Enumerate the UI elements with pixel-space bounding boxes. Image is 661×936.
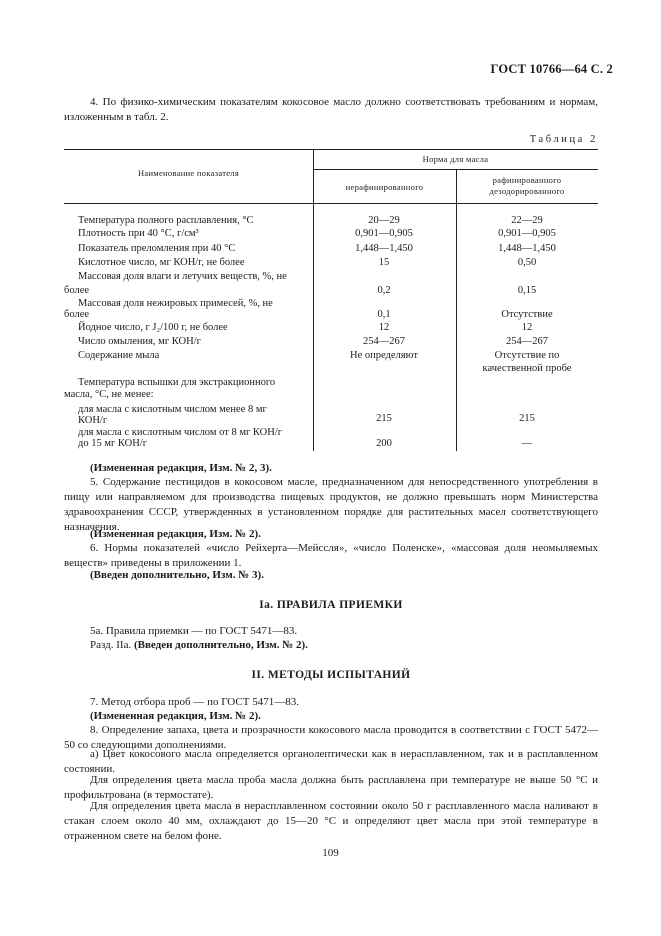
section-addition-note [64, 638, 598, 653]
table-head-norm: Норма для масла [422, 154, 489, 164]
table-row-name-line2: более [64, 309, 90, 320]
table-row-name: Кислотное число, мг КОН/г, не более [78, 257, 245, 268]
table-cell-unrefined: 254—267 [363, 336, 405, 347]
table-head-col2-line1: рафинированного [492, 175, 562, 185]
paragraph-5a: 5а. Правила приемки — по ГОСТ 5471—83. [90, 625, 298, 637]
table-row-name-line2: масла, °С, не менее: [64, 389, 154, 400]
table-cell-unrefined: 15 [378, 257, 390, 268]
table-row-name: Показатель преломления при 40 °С [78, 243, 236, 254]
table-cell-refined-line1: Отсутствие по [494, 350, 560, 361]
table-row-name-line2: до 15 мг КОН/г [78, 438, 148, 449]
table-cell-refined: 22—29 [511, 215, 543, 226]
table-cell-refined: — [521, 438, 533, 449]
paragraph-6: 6. Нормы показателей «число Рейхерта—Мейссля», «число Поленске», «массовая доля неомыляемых веществ» приведены в приложении 1. [64, 542, 598, 569]
edition-note: (Измененная редакция, Изм. № 2). [90, 528, 261, 540]
page-number: 109 [322, 847, 339, 859]
table-head-col2-line2: дезодорированного [489, 186, 565, 196]
section-title-methods: II. МЕТОДЫ ИСПЫТАНИЙ [251, 669, 411, 681]
table-row-name-line1: для масла с кислотным числом от 8 мг КОН/г [78, 427, 283, 438]
table-head-name: Наименование показателя [137, 168, 240, 178]
table-row-name-line1: для масла с кислотным числом менее 8 мг [78, 404, 267, 415]
table-cell-refined-line2: качественной пробе [482, 363, 572, 374]
addition-note: (Введен дополнительно, Изм. № 3). [90, 569, 264, 581]
table-top-rule [64, 149, 598, 150]
table-cell-unrefined: 12 [378, 322, 390, 333]
paragraph-7: 7. Метод отбора проб — по ГОСТ 5471—83. [90, 696, 299, 708]
table-caption: Таблица 2 [529, 134, 598, 145]
page-header: ГОСТ 10766—64 С. 2 [490, 62, 613, 76]
table-cell-refined: 215 [519, 413, 535, 424]
table-cell-unrefined: 20—29 [368, 215, 400, 226]
table-row-name: Плотность при 40 °С, г/см³ [78, 228, 199, 239]
table-divider-1 [313, 149, 314, 451]
table-row-name: Содержание мыла [78, 350, 160, 361]
table-cell-unrefined: Не определяют [350, 350, 418, 361]
table-cell-refined: Отсутствие [501, 309, 553, 320]
table-head-col1: нерафинированного [345, 182, 424, 192]
table-cell-unrefined: 0,2 [377, 285, 391, 296]
table-cell-refined: 0,50 [517, 257, 537, 268]
razd-bold-note: (Введен дополнительно, Изм. № 2). [133, 639, 308, 651]
table-row-name-line2: более [64, 285, 90, 296]
edition-note: (Измененная редакция, Изм. № 2). [90, 710, 261, 722]
table-cell-unrefined: 0,1 [377, 309, 391, 320]
table-row-name-line1: Массовая доля влаги и летучих веществ, %, не [78, 271, 287, 282]
table-cell-unrefined: 0,901—0,905 [355, 228, 413, 239]
table-cell-refined: 254—267 [506, 336, 548, 347]
table-head-bottom-rule [64, 203, 598, 204]
paragraph-4: 4. По физико-химическим показателям кокосовое масло должно соответствовать требованиям и нормам, изложенным в табл. 2. [64, 96, 598, 123]
table-cell-unrefined: 1,448—1,450 [355, 243, 413, 254]
table-cell-refined: 0,901—0,905 [498, 228, 556, 239]
paragraph-8-color-melt: Для определения цвета масла проба масла должна быть расплавлена при температуре не выше 50 °С и профильтрована (в термостате). [64, 774, 598, 801]
table-row-name-line1: Температура вспышки для экстракционного [78, 377, 276, 388]
table-row-name: Йодное число, г J₂/100 г, не более [78, 322, 228, 333]
paragraph-8-color-solid: Для определения цвета масла в нерасплавленном состоянии около 50 г расплавленного масла наливают в стакан слоем около 40 мм, охлаждают до 15—20 °С и определяют цвет масла при этой температуре в отраженном свете на белом фоне. [64, 800, 598, 842]
paragraph-8a: а) Цвет кокосового масла определяется органолептически как в нерасплавленном, так и в расплавленном состоянии. [64, 748, 598, 775]
table-cell-refined: 12 [521, 322, 533, 333]
table-row-name-line1: Массовая доля нежировых примесей, %, не [78, 298, 273, 309]
table-cell-unrefined: 200 [376, 438, 392, 449]
section-title-acceptance: Ia. ПРАВИЛА ПРИЕМКИ [259, 599, 403, 611]
razd-prefix: Разд. IIа. [90, 639, 132, 651]
paragraph-8: 8. Определение запаха, цвета и прозрачности кокосового масла проводится в соответствии с ГОСТ 5472—50 со следующими дополнениями. [64, 724, 598, 751]
table-cell-refined: 1,448—1,450 [498, 243, 556, 254]
paragraph-5: 5. Содержание пестицидов в кокосовом масле, предназначенном для непосредственного употребления в пищу или направляемом для производства пищевых продуктов, не должно превышать норм Министерства здравоохранения СССР, утвержденных в установленном порядке для растительных масел соответствующего назначения. [64, 476, 598, 533]
table-row-name: Температура полного расплавления, °С [78, 215, 254, 226]
table-cell-refined: 0,15 [517, 285, 537, 296]
table-cell-unrefined: 215 [376, 413, 392, 424]
table-row-name-line2: КОН/г [78, 415, 108, 426]
table-row-name: Число омыления, мг КОН/г [78, 336, 201, 347]
edition-note: (Измененная редакция, Изм. № 2, 3). [90, 462, 272, 474]
